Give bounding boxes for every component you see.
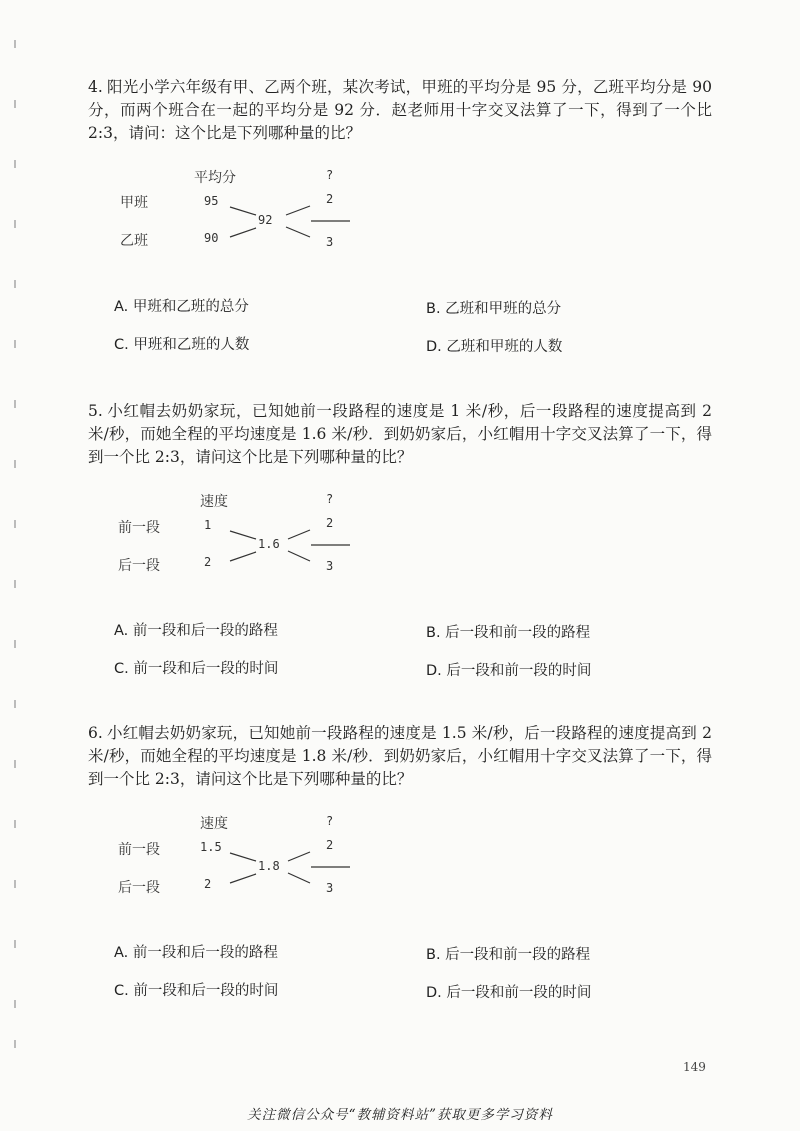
question-number: 4.	[88, 78, 103, 96]
row-label-1: 甲班	[120, 195, 148, 211]
question-4	[88, 76, 712, 375]
question-text: 5. 小红帽去奶奶家玩，已知她前一段路程的速度是 1 米/秒，后一段路程的速度提高到 2 米/秒，而她全程的平均速度是 1.6 米/秒．到奶奶家后，小红帽用十字交叉法算了一下，得到一个比 2:3，请问这个比是下列哪种量的比？	[88, 402, 712, 466]
ratio-2: 3	[326, 235, 334, 249]
cross-diagram	[88, 168, 712, 295]
answer-options	[88, 295, 712, 375]
row-label-2: 后一段	[118, 880, 160, 896]
value-2: 90	[204, 231, 219, 245]
question-5	[88, 400, 712, 699]
question-number: 5.	[88, 402, 103, 420]
column-label: 平均分	[194, 170, 236, 186]
answer-options	[88, 941, 712, 1021]
column-label: 速度	[200, 816, 228, 832]
option-d[interactable]: D. 后一段和前一段的时间	[426, 985, 592, 1001]
value-1: 1.5	[200, 840, 222, 854]
option-a[interactable]: A. 甲班和乙班的总分	[114, 299, 249, 315]
option-c[interactable]: C. 前一段和后一段的时间	[114, 983, 279, 999]
value-1: 1	[204, 518, 212, 532]
center-value: 1.8	[258, 859, 280, 873]
column-label: 速度	[200, 494, 228, 510]
cross-diagram	[88, 492, 712, 619]
option-a[interactable]: A. 前一段和后一段的路程	[114, 945, 278, 961]
value-1: 95	[204, 194, 219, 208]
answer-options	[88, 619, 712, 699]
option-a[interactable]: A. 前一段和后一段的路程	[114, 623, 278, 639]
option-b[interactable]: B. 后一段和前一段的路程	[426, 947, 591, 963]
page-number: 149	[683, 1060, 706, 1074]
option-b[interactable]: B. 乙班和甲班的总分	[426, 301, 562, 317]
question-text: 6. 小红帽去奶奶家玩，已知她前一段路程的速度是 1.5 米/秒，后一段路程的速度提高到 2 米/秒，而她全程的平均速度是 1.8 米/秒．到奶奶家后，小红帽用十字交叉法算了一下，得到一个比 2:3，请问这个比是下列哪种量的比？	[88, 724, 712, 788]
unknown-mark: ?	[326, 168, 334, 182]
binding-margin	[14, 40, 20, 1050]
unknown-mark: ?	[326, 492, 334, 506]
cross-diagram	[88, 814, 712, 941]
unknown-mark: ?	[326, 814, 334, 828]
option-c[interactable]: C. 前一段和后一段的时间	[114, 661, 279, 677]
option-c[interactable]: C. 甲班和乙班的人数	[114, 337, 250, 353]
ratio-1: 2	[326, 838, 334, 852]
row-label-1: 前一段	[118, 842, 160, 858]
center-value: 1.6	[258, 537, 280, 551]
row-label-1: 前一段	[118, 520, 160, 536]
value-2: 2	[204, 877, 212, 891]
option-d[interactable]: D. 后一段和前一段的时间	[426, 663, 592, 679]
ratio-2: 3	[326, 881, 334, 895]
option-b[interactable]: B. 后一段和前一段的路程	[426, 625, 591, 641]
question-text: 4. 阳光小学六年级有甲、乙两个班，某次考试，甲班的平均分是 95 分，乙班平均分是 90 分，而两个班合在一起的平均分是 92 分．赵老师用十字交叉法算了一下，得到了一个比 2:3，请问：这个比是下列哪种量的比？	[88, 78, 712, 142]
ratio-1: 2	[326, 192, 334, 206]
question-number: 6.	[88, 724, 103, 742]
row-label-2: 乙班	[120, 233, 148, 249]
center-value: 92	[258, 213, 273, 227]
row-label-2: 后一段	[118, 558, 160, 574]
footer-promo: 关注微信公众号“教辅资料站”获取更多学习资料	[247, 1107, 553, 1123]
value-2: 2	[204, 555, 212, 569]
option-d[interactable]: D. 乙班和甲班的人数	[426, 339, 563, 355]
ratio-2: 3	[326, 559, 334, 573]
ratio-1: 2	[326, 516, 334, 530]
question-6	[88, 722, 712, 1021]
